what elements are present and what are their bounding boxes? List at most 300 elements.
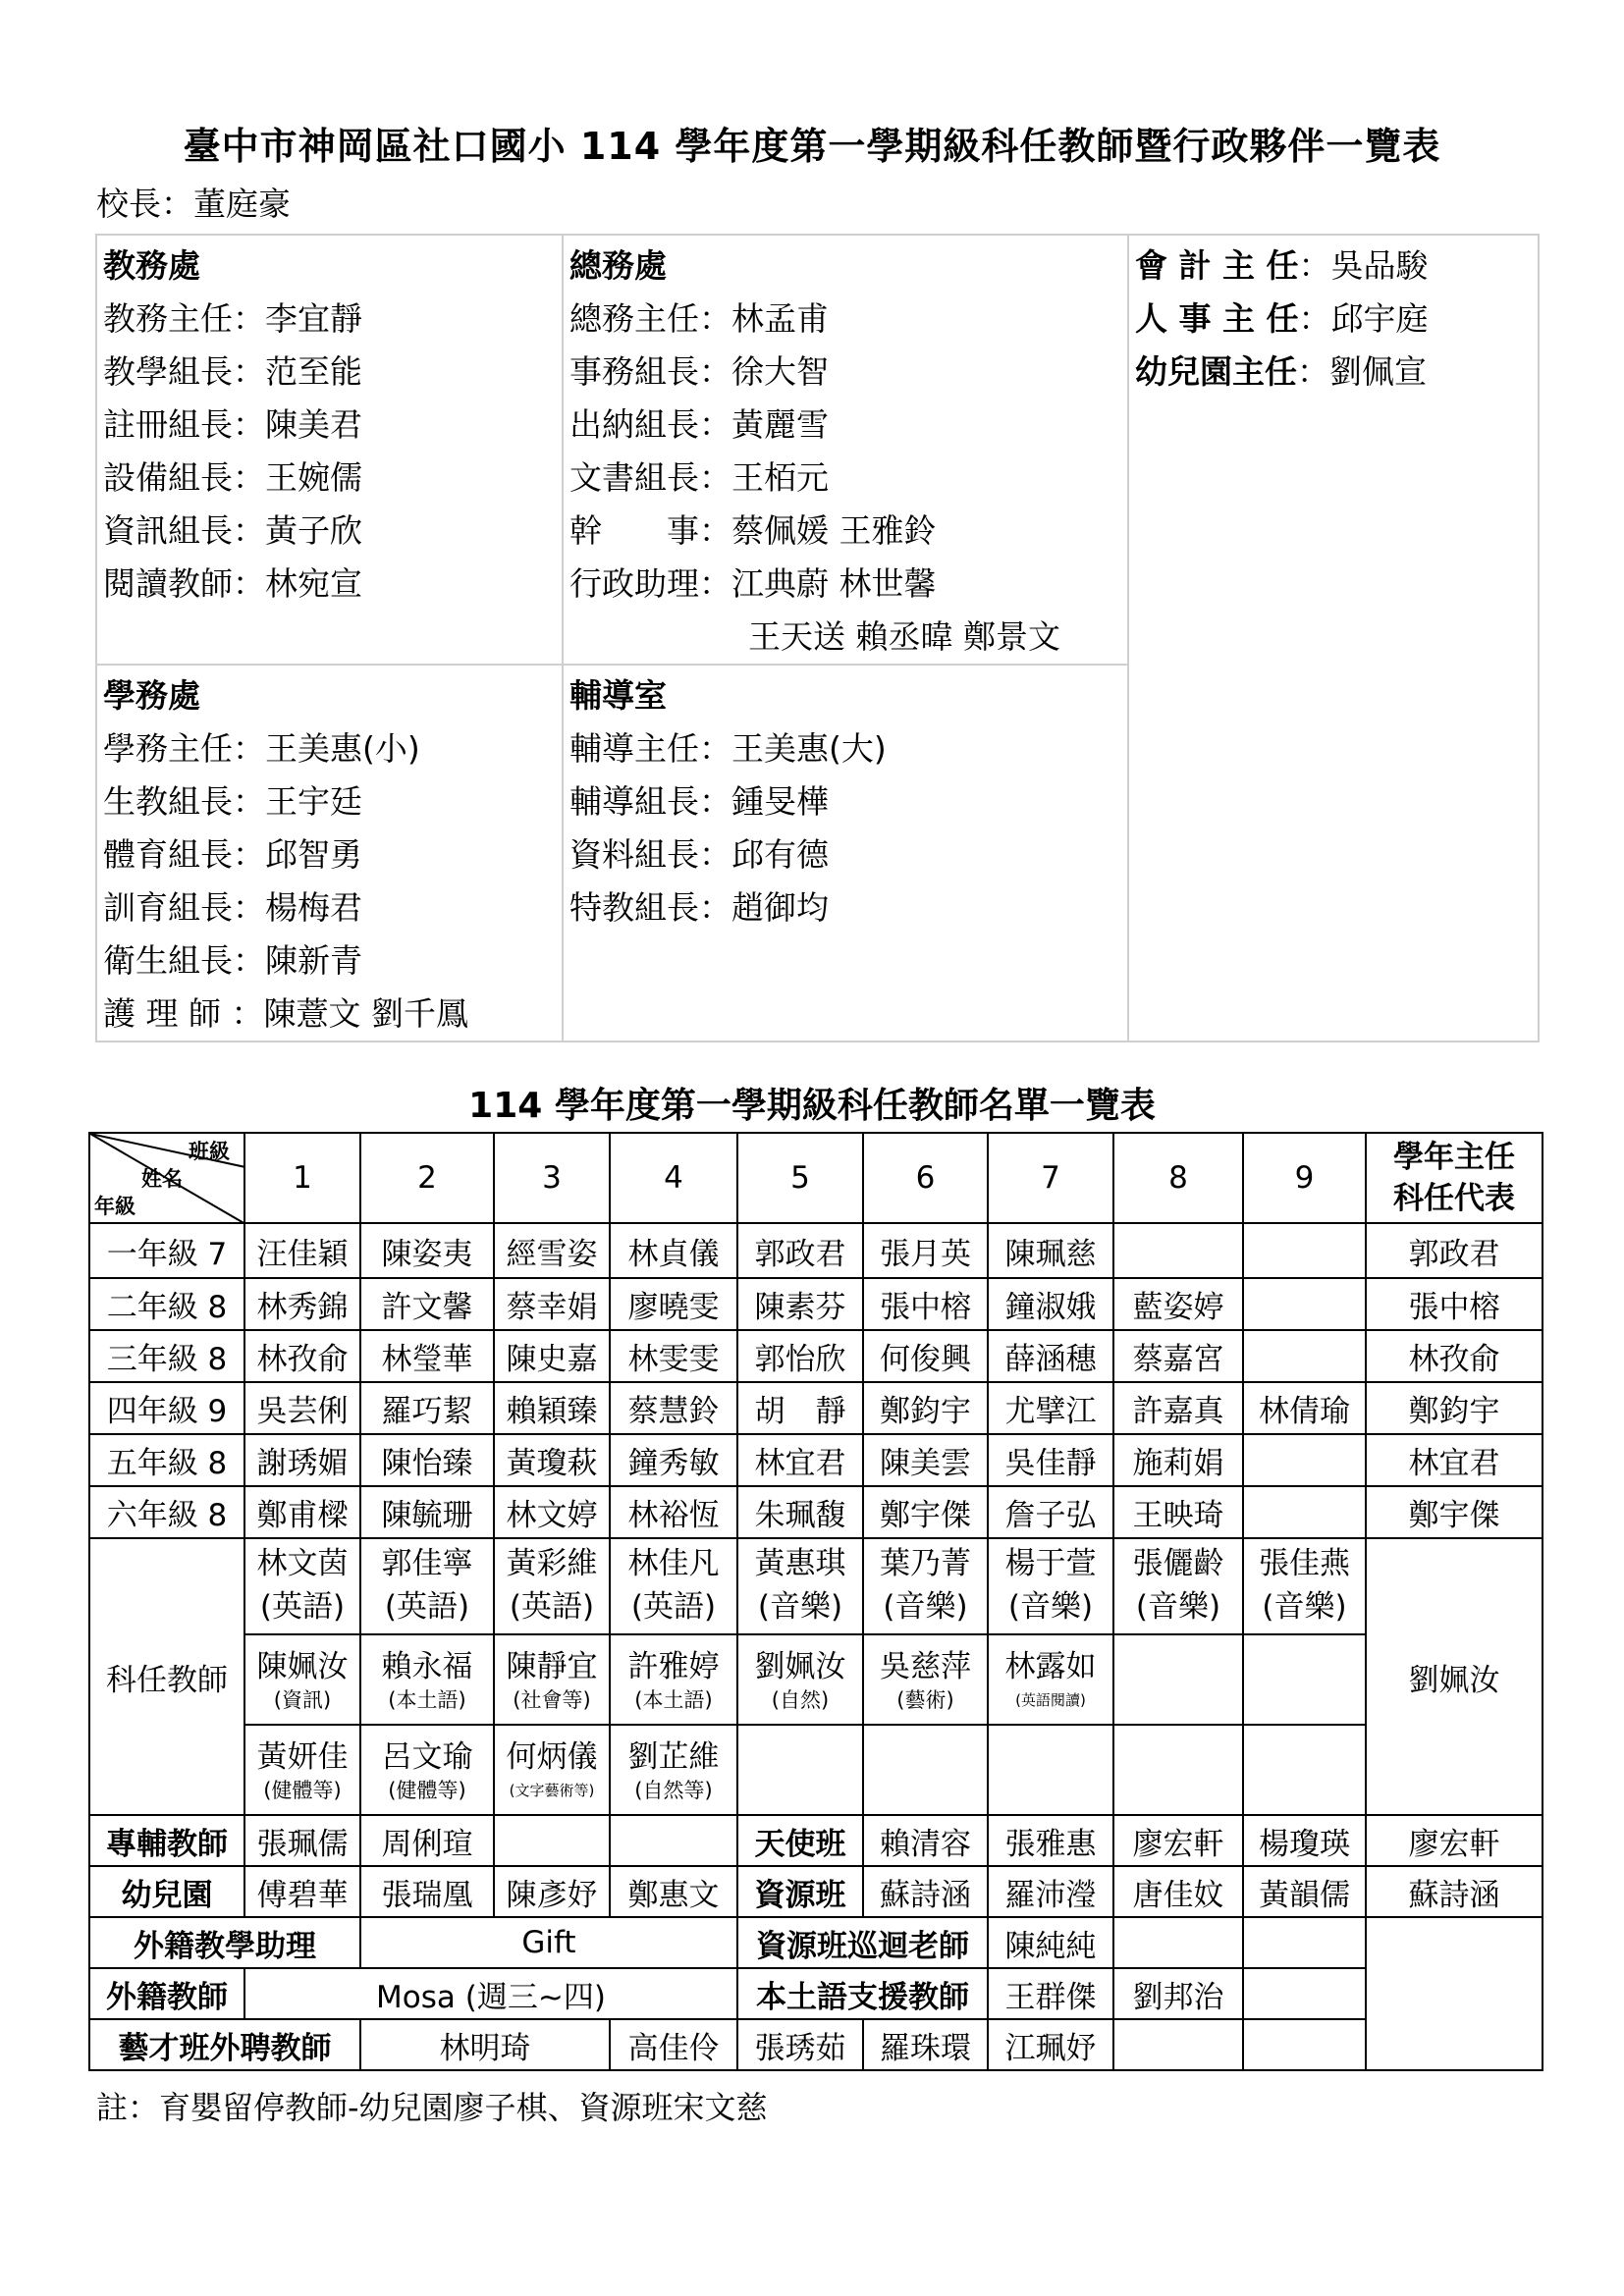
- student-head: 學務處: [103, 676, 200, 715]
- cell-text: 黃彩維: [506, 1546, 598, 1581]
- table-cell: [563, 235, 1128, 665]
- table-cell: [610, 1815, 737, 1866]
- table-cell: [1243, 1278, 1366, 1330]
- cell-text: 黃子欣: [265, 511, 362, 550]
- admin-table: [95, 234, 1540, 1042]
- cell-text: 王宇廷: [265, 782, 362, 821]
- cell-text: 姓名: [141, 1167, 183, 1191]
- cell-text: (社會等): [513, 1688, 591, 1712]
- table-cell: 羅沛瀅: [988, 1866, 1113, 1917]
- table-cell: [988, 1538, 1113, 1634]
- table-cell: 蘇詩涵: [1366, 1866, 1543, 1917]
- subject-row: [89, 1725, 1543, 1815]
- table-cell: Gift: [360, 1917, 737, 1968]
- cell-text: 邱有德: [731, 835, 829, 874]
- cell-text: 邱智勇: [265, 835, 362, 874]
- table-cell: 詹子弘: [988, 1486, 1113, 1538]
- counsel-head: 輔導室: [569, 676, 667, 715]
- counsel-row: [569, 828, 1127, 881]
- other-row: [1135, 240, 1538, 293]
- table-cell: 許文馨: [360, 1278, 494, 1330]
- table-cell: 陳怡臻: [360, 1434, 494, 1486]
- table-cell: [863, 1634, 988, 1725]
- table-cell: 陳姿夷: [360, 1223, 494, 1278]
- table-cell: 林裕恆: [610, 1486, 737, 1538]
- general-row: [569, 452, 1127, 505]
- table-cell: [244, 1634, 360, 1725]
- table-cell: 鐘淑娥: [988, 1278, 1113, 1330]
- cell-text: 張佳燕: [1259, 1546, 1350, 1581]
- table-cell: 廖宏軒: [1366, 1815, 1543, 1866]
- table-cell: 施莉娟: [1113, 1434, 1243, 1486]
- cell-text: (音樂): [757, 1589, 843, 1625]
- cell-text: 資料組長：: [569, 835, 731, 874]
- table-cell: 羅珠環: [863, 2019, 988, 2070]
- cell-text: (音樂): [1135, 1589, 1221, 1625]
- table-cell: 鄭宇傑: [863, 1486, 988, 1538]
- table-cell: 吳芸俐: [244, 1382, 360, 1434]
- table-cell: 藝才班外聘教師: [89, 2019, 360, 2070]
- cell-text: 黃妍佳: [256, 1739, 349, 1775]
- table-cell: [1113, 1634, 1243, 1725]
- art-row: [89, 2019, 1543, 2070]
- table-cell: [1113, 1917, 1243, 1968]
- table-cell: [1243, 1486, 1366, 1538]
- cell-text: 楊梅君: [265, 888, 362, 927]
- cell-text: 輔導主任：: [569, 729, 731, 768]
- cell-text: 陳薏文 劉千鳳: [263, 994, 468, 1033]
- cell-text: 生教組長：: [103, 782, 265, 821]
- footnote: 註：育嬰留停教師-幼兒園廖子棋、資源班宋文慈: [96, 2089, 768, 2126]
- table-cell: [494, 1538, 610, 1634]
- table-cell: [360, 1634, 494, 1725]
- table-cell: 薛涵穗: [988, 1330, 1113, 1382]
- general-head: 總務處: [569, 246, 667, 285]
- student-row: [103, 988, 562, 1041]
- table-cell: [610, 1725, 737, 1815]
- col-header: 8: [1113, 1133, 1243, 1223]
- table-cell: 林宜君: [737, 1434, 863, 1486]
- table-cell: 郭怡欣: [737, 1330, 863, 1382]
- table-cell: 張瑞凰: [360, 1866, 494, 1917]
- cell-text: 范至能: [265, 352, 362, 391]
- table-cell: [494, 1725, 610, 1815]
- cell-text: 蔡佩媛 王雅鈴: [731, 511, 937, 550]
- table-cell: 鄭鈞宇: [1366, 1382, 1543, 1434]
- cell-text: 王天送 賴丞暐 鄭景文: [748, 617, 1060, 656]
- table-cell: 蔡幸娟: [494, 1278, 610, 1330]
- cell-text: 黃惠琪: [754, 1546, 846, 1581]
- table-cell: [863, 1538, 988, 1634]
- cell-text: 年級: [94, 1195, 135, 1218]
- table-cell: [1128, 235, 1539, 1041]
- academic-row: [103, 346, 562, 399]
- table-cell: [563, 665, 1128, 1041]
- cell-text: 班級: [189, 1140, 230, 1163]
- col-header: 6: [863, 1133, 988, 1223]
- cell-text: (文字藝術等): [509, 1782, 595, 1799]
- table-cell: [737, 1538, 863, 1634]
- principal: 校長：董庭豪: [96, 185, 291, 223]
- grade-row: [89, 1486, 1543, 1538]
- table-cell: 蔡嘉宮: [1113, 1330, 1243, 1382]
- general-row: [569, 505, 1127, 558]
- cell-text: (資訊): [273, 1688, 332, 1712]
- table-cell: 一年級 7: [89, 1223, 244, 1278]
- general-row: [569, 293, 1127, 346]
- table-cell: [737, 1725, 863, 1815]
- general-row: [569, 558, 1127, 611]
- student-row: [103, 775, 562, 828]
- subject-row: [89, 1538, 1543, 1634]
- cell-text: 輔導組長：: [569, 782, 731, 821]
- table-cell: 鄭惠文: [610, 1866, 737, 1917]
- table-cell: 林瑩華: [360, 1330, 494, 1382]
- table-cell: 陳純純: [988, 1917, 1113, 1968]
- table-cell: 何俊興: [863, 1330, 988, 1382]
- student-row: [103, 828, 562, 881]
- cell-text: 陳美君: [265, 405, 362, 444]
- table-cell: 楊瓊瑛: [1243, 1815, 1366, 1866]
- cell-text: (健體等): [388, 1779, 466, 1802]
- table-title: 114 學年度第一學期級科任教師名單一覽表: [468, 1086, 1156, 1126]
- cell-text: 林孟甫: [731, 299, 829, 338]
- cell-text: 呂文瑜: [381, 1739, 473, 1775]
- table-cell: 資源班巡迴老師: [737, 1917, 988, 1968]
- table-cell: 本土語支援教師: [737, 1968, 988, 2019]
- table-cell: 經雪姿: [494, 1223, 610, 1278]
- cell-text: (本土語): [634, 1688, 713, 1712]
- cell-text: 黃麗雪: [731, 405, 829, 444]
- cell-text: 訓育組長：: [103, 888, 265, 927]
- cell-text: 教務主任：: [103, 299, 265, 338]
- cell-text: (自然): [771, 1688, 830, 1712]
- cell-text: 事務組長：: [569, 352, 731, 391]
- table-cell: 賴穎臻: [494, 1382, 610, 1434]
- cell-text: 幼兒園主任: [1135, 352, 1297, 391]
- table-cell: 張雅惠: [988, 1815, 1113, 1866]
- cell-text: 許雅婷: [627, 1649, 720, 1684]
- table-cell: 三年級 8: [89, 1330, 244, 1382]
- table-cell: 張琇茹: [737, 2019, 863, 2070]
- cell-text: (音樂): [883, 1589, 968, 1625]
- cell-text: 衛生組長：: [103, 941, 265, 980]
- table-cell: [96, 235, 563, 665]
- table-cell: [610, 1634, 737, 1725]
- cell-text: (本土語): [388, 1688, 466, 1712]
- academic-row: [103, 452, 562, 505]
- cell-text: 教學組長：: [103, 352, 265, 391]
- cell-text: (音樂): [1262, 1589, 1347, 1625]
- grade-row: [89, 1330, 1543, 1382]
- table-cell: [988, 1634, 1113, 1725]
- counsel-row: [569, 775, 1127, 828]
- cell-text: 註冊組長：: [103, 405, 265, 444]
- grade-row: [89, 1223, 1543, 1278]
- table-cell: [244, 1538, 360, 1634]
- cell-text: 林露如: [1004, 1649, 1097, 1684]
- table-cell: 郭政君: [1366, 1223, 1543, 1278]
- subject-row: [89, 1634, 1543, 1725]
- cell-text: 資訊組長：: [103, 511, 265, 550]
- table-cell: 賴清容: [863, 1815, 988, 1866]
- table-cell: [1113, 1725, 1243, 1815]
- student-row: [103, 722, 562, 775]
- cell-text: 楊于萱: [1004, 1546, 1097, 1581]
- foreign-row: [89, 1968, 1543, 2019]
- cell-text: (健體等): [263, 1779, 342, 1802]
- cell-text: 林宛宣: [265, 564, 362, 603]
- table-cell: 謝琇媚: [244, 1434, 360, 1486]
- table-cell: 江珮妤: [988, 2019, 1113, 2070]
- table-cell: 廖宏軒: [1113, 1815, 1243, 1866]
- academic-row: [103, 399, 562, 452]
- cell-text: 鍾旻樺: [731, 782, 829, 821]
- table-cell: 專輔教師: [89, 1815, 244, 1866]
- counsel-row: [569, 881, 1127, 934]
- cell-text: 葉乃菁: [880, 1546, 971, 1581]
- cell-text: (音樂): [1007, 1589, 1094, 1625]
- subject-rep: 劉姵汝: [1366, 1538, 1543, 1815]
- cell-text: 王美惠(小): [265, 729, 420, 768]
- table-cell: [1243, 1968, 1366, 2019]
- general-row: [569, 399, 1127, 452]
- table-cell: [1243, 1725, 1366, 1815]
- table-cell: 張中榕: [1366, 1278, 1543, 1330]
- cell-text: 學年主任: [1393, 1140, 1515, 1175]
- cell-text: 人 事 主 任: [1135, 299, 1299, 338]
- table-cell: 鄭甫樑: [244, 1486, 360, 1538]
- col-header: 3: [494, 1133, 610, 1223]
- general-row: [569, 611, 1127, 664]
- table-cell: [1113, 1538, 1243, 1634]
- cell-text: 護 理 師 ：: [103, 994, 264, 1033]
- table-cell: 林倩瑜: [1243, 1382, 1366, 1434]
- table-cell: 張中榕: [863, 1278, 988, 1330]
- cell-text: (自然等): [634, 1779, 713, 1802]
- table-cell: [360, 1725, 494, 1815]
- table-cell: [494, 1634, 610, 1725]
- table-cell: 陳美雲: [863, 1434, 988, 1486]
- table-cell: [1113, 2019, 1243, 2070]
- cell-text: 劉姵汝: [754, 1649, 846, 1684]
- table-cell: 郭政君: [737, 1223, 863, 1278]
- cell-text: 江典蔚 林世馨: [731, 564, 937, 603]
- cell-text: 總務主任：: [569, 299, 731, 338]
- table-cell: 資源班: [737, 1866, 863, 1917]
- table-cell: [737, 1634, 863, 1725]
- table-cell: 朱珮馥: [737, 1486, 863, 1538]
- table-cell: 鄭宇傑: [1366, 1486, 1543, 1538]
- table-cell: Mosa (週三~四): [244, 1968, 737, 2019]
- table-cell: [988, 1725, 1113, 1815]
- cell-text: 何炳儀: [506, 1739, 598, 1775]
- table-cell: 尤擘江: [988, 1382, 1113, 1434]
- col-header: 5: [737, 1133, 863, 1223]
- grade-row: [89, 1278, 1543, 1330]
- col-header: 4: [610, 1133, 737, 1223]
- col-header: 7: [988, 1133, 1113, 1223]
- table-cell: 張月英: [863, 1223, 988, 1278]
- academic-row: [103, 505, 562, 558]
- cell-text: 張儷齡: [1132, 1546, 1224, 1581]
- cell-text: 學務主任：: [103, 729, 265, 768]
- other-row: [1135, 293, 1538, 346]
- other-row: [1135, 346, 1538, 399]
- table-cell: 陳素芬: [737, 1278, 863, 1330]
- special-row: [89, 1815, 1543, 1866]
- table-cell: 唐佳妏: [1113, 1866, 1243, 1917]
- table-cell: 王群傑: [988, 1968, 1113, 2019]
- cell-text: 李宜靜: [265, 299, 362, 338]
- rep-header: [1366, 1133, 1543, 1223]
- cell-text: 行政助理：: [569, 564, 731, 603]
- cell-text: 閱讀教師：: [103, 564, 265, 603]
- table-cell: [96, 665, 563, 1041]
- cell-text: 陳姵汝: [256, 1649, 349, 1684]
- cell-text: 劉芷維: [627, 1739, 720, 1775]
- cell-text: (英語): [630, 1589, 717, 1625]
- cell-text: 科任代表: [1393, 1181, 1515, 1216]
- table-cell: [1243, 1330, 1366, 1382]
- grade-row: [89, 1434, 1543, 1486]
- table-cell: [610, 1538, 737, 1634]
- cell-text: 王栢元: [731, 458, 829, 497]
- table-cell: 高佳伶: [610, 2019, 737, 2070]
- cell-text: ：吳品駿: [1298, 246, 1429, 285]
- table-cell: [1243, 1434, 1366, 1486]
- table-cell: 蔡慧鈴: [610, 1382, 737, 1434]
- table-cell: 廖曉雯: [610, 1278, 737, 1330]
- table-cell: 陳毓珊: [360, 1486, 494, 1538]
- cell-text: 陳新青: [265, 941, 362, 980]
- table-cell: [1243, 1634, 1366, 1725]
- table-cell: 黃韻儒: [1243, 1866, 1366, 1917]
- cell-text: (藝術): [896, 1688, 954, 1712]
- table-cell: 鐘秀敏: [610, 1434, 737, 1486]
- table-cell: [1243, 1223, 1366, 1278]
- student-row: [103, 881, 562, 934]
- table-cell: [1243, 2019, 1366, 2070]
- cell-text: (英語): [259, 1589, 346, 1625]
- table-cell: [244, 1725, 360, 1815]
- table-cell: 藍姿婷: [1113, 1278, 1243, 1330]
- table-cell: 陳珮慈: [988, 1223, 1113, 1278]
- cell-text: 體育組長：: [103, 835, 265, 874]
- page-title: 臺中市神岡區社口國小 114 學年度第一學期級科任教師暨行政夥伴一覽表: [183, 125, 1441, 168]
- table-cell: 王映琦: [1113, 1486, 1243, 1538]
- cell-text: (英語閱讀): [1015, 1691, 1086, 1709]
- table-cell: [863, 1725, 988, 1815]
- table-cell: [1243, 1917, 1366, 1968]
- table-cell: 林文婷: [494, 1486, 610, 1538]
- table-cell: 鄭鈞宇: [863, 1382, 988, 1434]
- table-cell: 周俐瑄: [360, 1815, 494, 1866]
- col-header: 1: [244, 1133, 360, 1223]
- cell-text: 出納組長：: [569, 405, 731, 444]
- foreign-assist-row: [89, 1917, 1543, 1968]
- table-cell: 傅碧華: [244, 1866, 360, 1917]
- table-cell: 外籍教學助理: [89, 1917, 360, 1968]
- cell-text: 郭佳寧: [381, 1546, 473, 1581]
- table-cell: 林孜俞: [244, 1330, 360, 1382]
- teacher-table: [88, 1132, 1543, 2071]
- academic-row: [103, 293, 562, 346]
- cell-text: 設備組長：: [103, 458, 265, 497]
- cell-text: 徐大智: [731, 352, 829, 391]
- table-cell: [1243, 1538, 1366, 1634]
- cell-text: 文書組長：: [569, 458, 731, 497]
- table-cell: 陳彥妤: [494, 1866, 610, 1917]
- cell-text: 吳慈萍: [880, 1649, 971, 1684]
- cell-text: 趙御均: [731, 888, 829, 927]
- kinder-row: [89, 1866, 1543, 1917]
- table-cell: 張珮儒: [244, 1815, 360, 1866]
- table-cell: 六年級 8: [89, 1486, 244, 1538]
- cell-text: 會 計 主 任: [1135, 246, 1299, 285]
- table-cell: 蘇詩涵: [863, 1866, 988, 1917]
- table-cell: 五年級 8: [89, 1434, 244, 1486]
- cell-text: 林文茵: [256, 1546, 349, 1581]
- cell-text: 幹 事：: [569, 511, 731, 550]
- table-cell: 汪佳穎: [244, 1223, 360, 1278]
- table-cell: [1366, 1917, 1543, 2070]
- counsel-row: [569, 722, 1127, 775]
- cell-text: 王婉儒: [265, 458, 362, 497]
- cell-text: 特教組長：: [569, 888, 731, 927]
- student-row: [103, 934, 562, 988]
- table-cell: [494, 1815, 610, 1866]
- table-cell: 林秀錦: [244, 1278, 360, 1330]
- cell-text: ：劉佩宣: [1297, 352, 1427, 391]
- table-cell: 幼兒園: [89, 1866, 244, 1917]
- general-row: [569, 346, 1127, 399]
- cell-text: (英語): [384, 1589, 470, 1625]
- table-cell: 劉邦治: [1113, 1968, 1243, 2019]
- cell-text: 王美惠(大): [731, 729, 887, 768]
- cell-text: 賴永福: [381, 1649, 473, 1684]
- cell-text: (英語): [509, 1589, 595, 1625]
- subject-label: 科任教師: [89, 1538, 244, 1815]
- table-cell: 林宜君: [1366, 1434, 1543, 1486]
- table-cell: 羅巧絜: [360, 1382, 494, 1434]
- col-header: 2: [360, 1133, 494, 1223]
- table-cell: 外籍教師: [89, 1968, 244, 2019]
- grade-row: [89, 1382, 1543, 1434]
- table-cell: 林貞儀: [610, 1223, 737, 1278]
- table-cell: [360, 1538, 494, 1634]
- table-cell: 許嘉真: [1113, 1382, 1243, 1434]
- table-cell: 二年級 8: [89, 1278, 244, 1330]
- table-cell: 四年級 9: [89, 1382, 244, 1434]
- table-cell: 林明琦: [360, 2019, 610, 2070]
- cell-text: ：邱宇庭: [1298, 299, 1429, 338]
- academic-head: 教務處: [103, 246, 200, 285]
- cell-text: 陳靜宜: [506, 1649, 598, 1684]
- table-cell: 陳史嘉: [494, 1330, 610, 1382]
- table-cell: 天使班: [737, 1815, 863, 1866]
- header-diagonal-cell: [89, 1133, 244, 1223]
- table-cell: 林雯雯: [610, 1330, 737, 1382]
- cell-text: 林佳凡: [627, 1546, 720, 1581]
- academic-row: [103, 558, 562, 611]
- table-cell: 林孜俞: [1366, 1330, 1543, 1382]
- table-cell: 胡 靜: [737, 1382, 863, 1434]
- table-cell: [1113, 1223, 1243, 1278]
- table-cell: 吳佳靜: [988, 1434, 1113, 1486]
- col-header: 9: [1243, 1133, 1366, 1223]
- table-cell: 黃瓊萩: [494, 1434, 610, 1486]
